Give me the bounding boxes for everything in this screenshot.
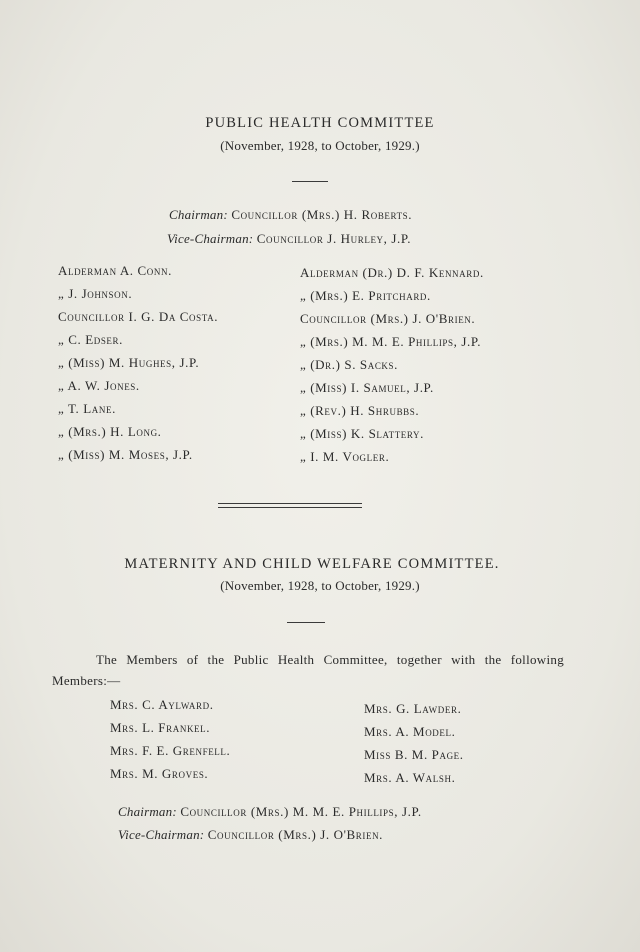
member-entry: Miss B. M. Page. <box>364 747 464 762</box>
member-entry: „ (Dr.) S. Sacks. <box>300 357 398 372</box>
member-entry: Mrs. G. Lawder. <box>364 701 462 716</box>
member-entry: Mrs. A. Walsh. <box>364 770 456 785</box>
member-entry: Mrs. C. Aylward. <box>110 697 214 712</box>
phc-vice-chairman <box>167 231 411 247</box>
phc-chairman-name: Councillor (Mrs.) H. Roberts. <box>231 207 413 222</box>
member-entry: Mrs. L. Frankel. <box>110 720 211 735</box>
member-entry: Mrs. F. E. Grenfell. <box>110 743 231 758</box>
member-entry: „ (Rev.) H. Shrubbs. <box>300 403 420 418</box>
member-entry: „ J. Johnson. <box>58 286 133 301</box>
double-rule-bottom <box>218 507 362 508</box>
member-entry: „ (Miss) M. Moses, J.P. <box>58 447 193 462</box>
phc-period: (November, 1928, to October, 1929.) <box>220 138 420 153</box>
mcw-chairman <box>118 804 422 820</box>
mcw-vice-label: Vice-Chairman: <box>118 827 205 842</box>
mcw-title: MATERNITY AND CHILD WELFARE COMMITTEE. <box>124 556 500 572</box>
member-entry: Mrs. A. Model. <box>364 724 456 739</box>
member-entry: „ (Miss) K. Slattery. <box>300 426 424 441</box>
mcw-short-rule <box>287 622 325 623</box>
phc-chairman-label: Chairman: <box>169 207 228 222</box>
mcw-intro-text: The Members of the Public Health Committee, together with the following Members:— <box>52 652 564 688</box>
member-entry: „ I. M. Vogler. <box>300 449 390 464</box>
member-entry: „ (Mrs.) M. M. E. Phillips, J.P. <box>300 334 482 349</box>
member-entry: Alderman (Dr.) D. F. Kennard. <box>300 265 484 280</box>
member-entry: Councillor (Mrs.) J. O'Brien. <box>300 311 476 326</box>
member-entry: „ A. W. Jones. <box>58 378 140 393</box>
phc-chairman <box>169 207 412 223</box>
mcw-chairman-label: Chairman: <box>118 804 177 819</box>
member-entry: Alderman A. Conn. <box>58 263 172 278</box>
member-entry: Councillor I. G. Da Costa. <box>58 309 219 324</box>
member-entry: „ (Miss) I. Samuel, J.P. <box>300 380 434 395</box>
member-entry: Mrs. M. Groves. <box>110 766 209 781</box>
phc-vice-name: Councillor J. Hurley, J.P. <box>256 231 412 246</box>
mcw-intro <box>52 649 564 691</box>
phc-vice-label: Vice-Chairman: <box>167 231 254 246</box>
phc-short-rule <box>292 181 328 182</box>
mcw-period: (November, 1928, to October, 1929.) <box>220 578 420 593</box>
mcw-vice-name: Councillor (Mrs.) J. O'Brien. <box>207 827 384 842</box>
member-entry: „ C. Edser. <box>58 332 123 347</box>
phc-title: PUBLIC HEALTH COMMITTEE <box>205 115 435 131</box>
member-entry: „ (Mrs.) E. Pritchard. <box>300 288 431 303</box>
member-entry: „ T. Lane. <box>58 401 116 416</box>
member-entry: „ (Miss) M. Hughes, J.P. <box>58 355 200 370</box>
mcw-vice-chairman <box>118 827 383 843</box>
member-entry: „ (Mrs.) H. Long. <box>58 424 162 439</box>
double-rule-top <box>218 503 362 504</box>
mcw-chairman-name: Councillor (Mrs.) M. M. E. Phillips, J.P. <box>180 804 422 819</box>
